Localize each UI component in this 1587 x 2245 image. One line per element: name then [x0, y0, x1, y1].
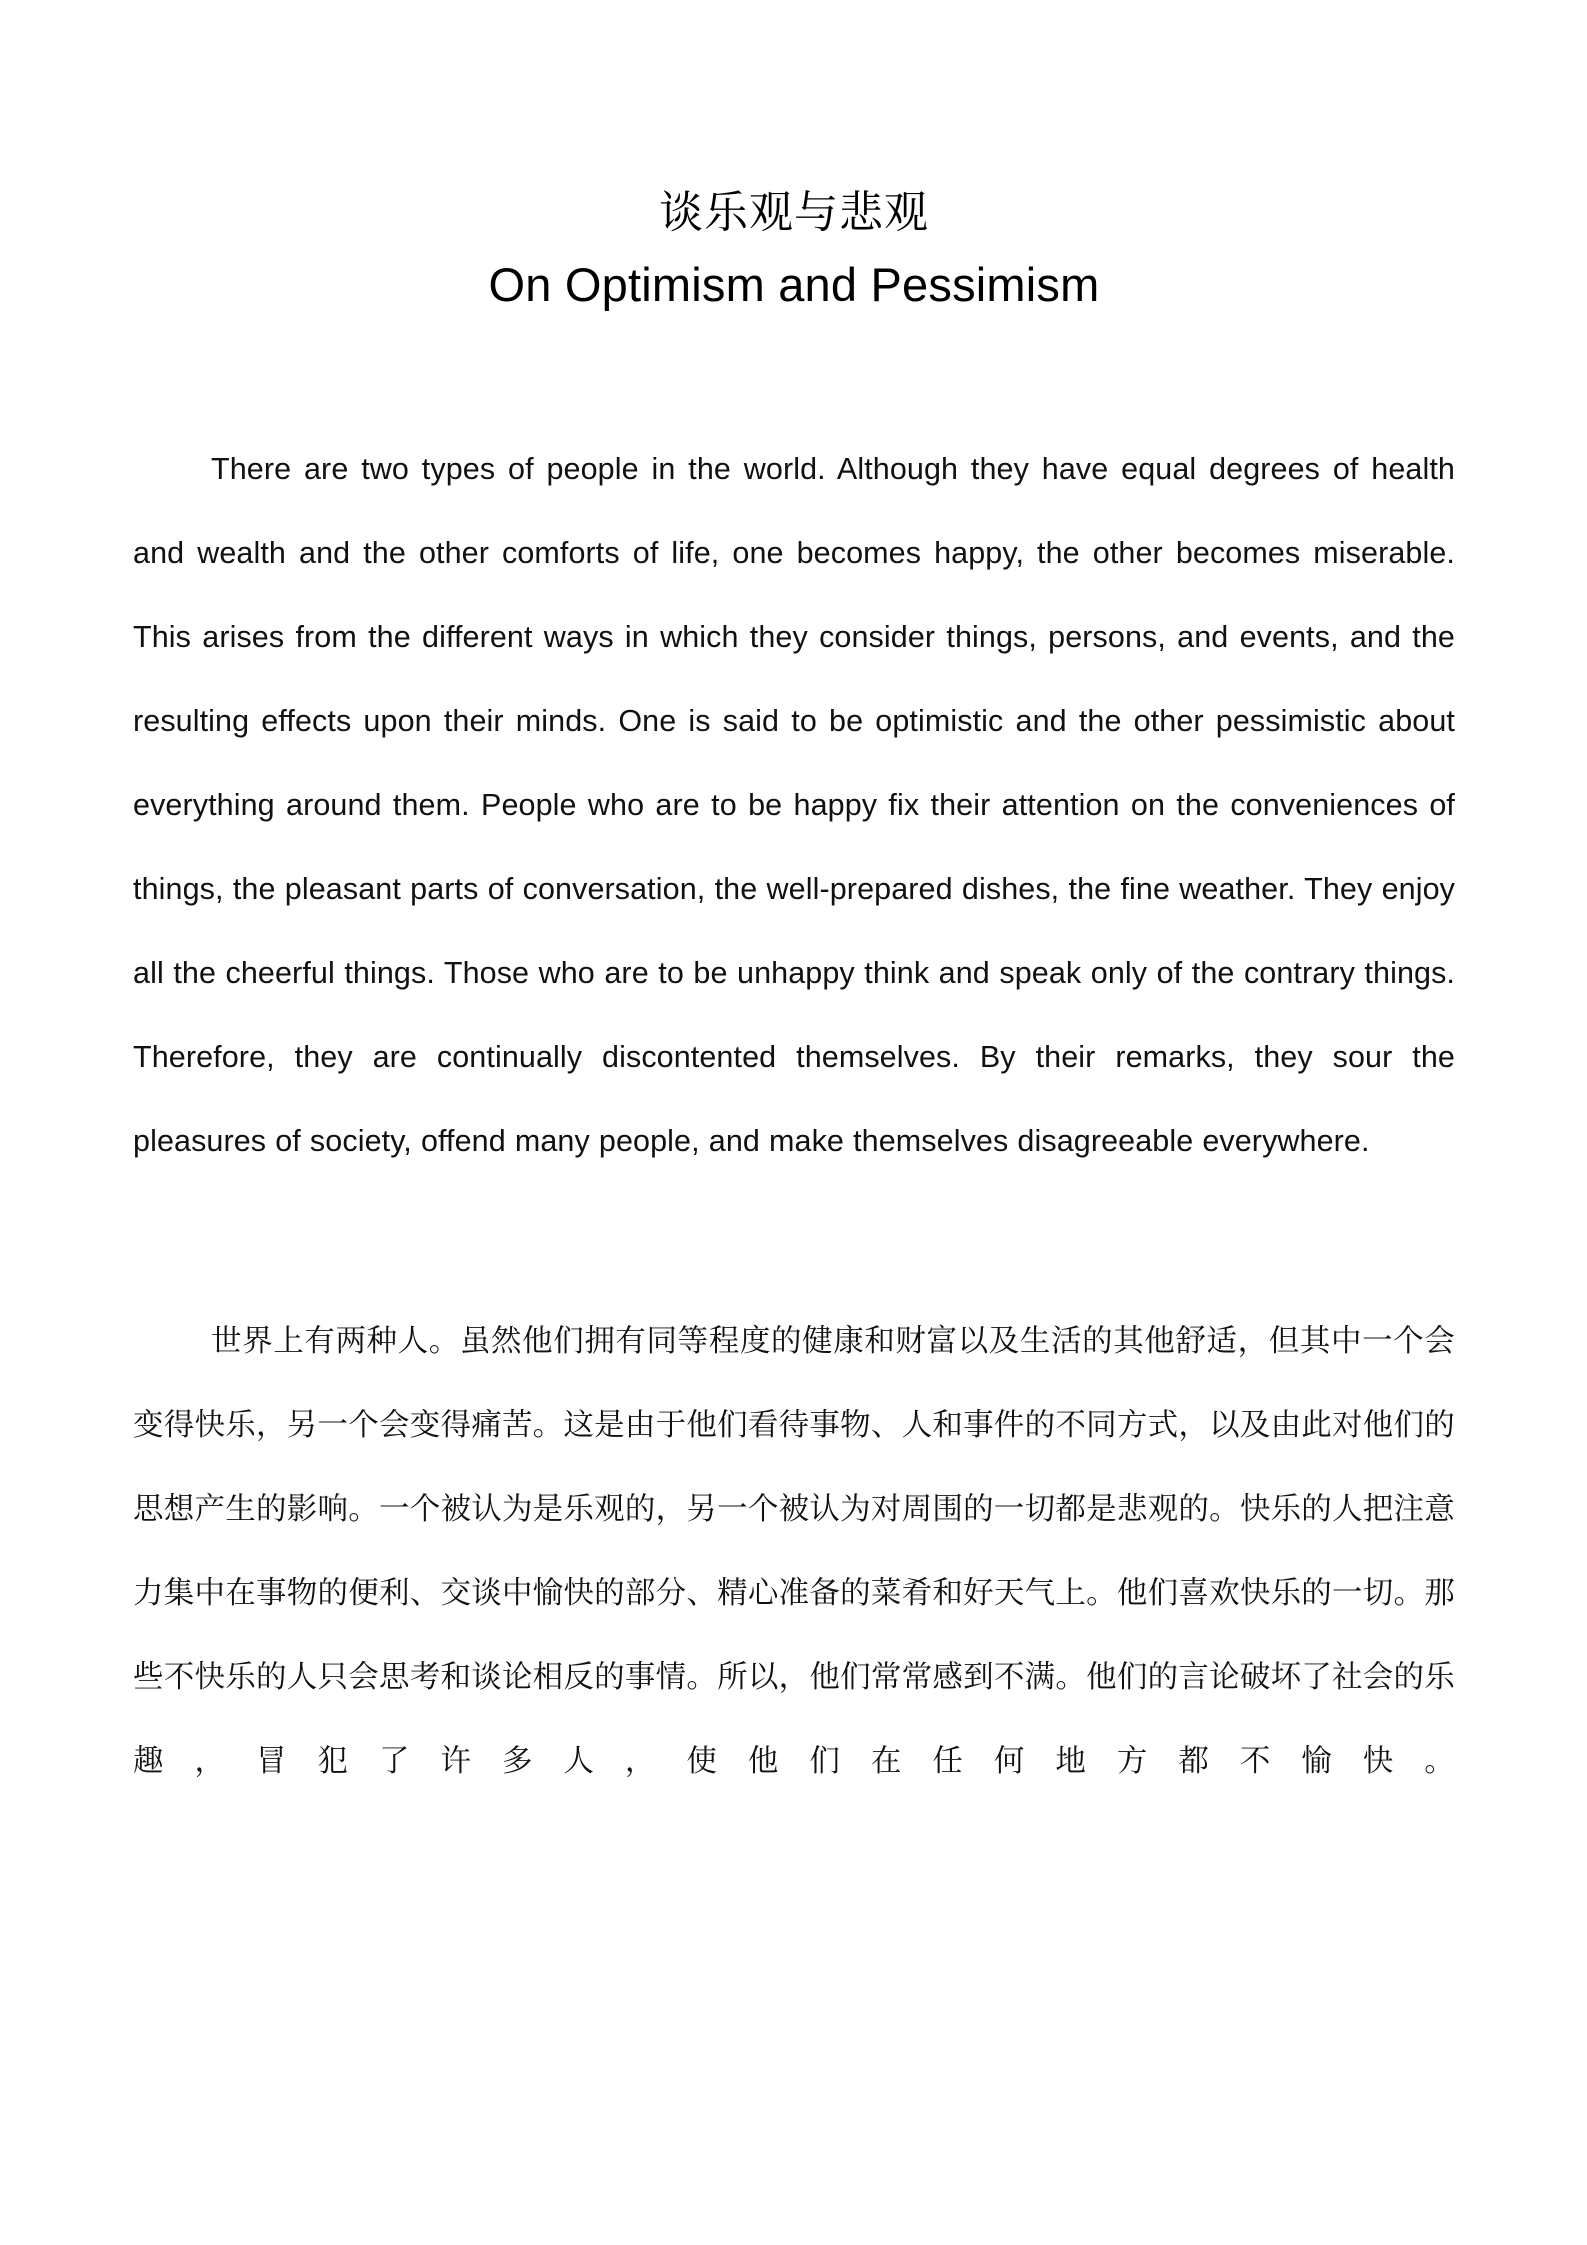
document-title-english: On Optimism and Pessimism — [488, 258, 1100, 311]
paragraph-english: There are two types of people in the world. Although they have equal degrees of health and wealth and the other comforts of life, one becomes happy, the other becomes miserable. This arises from the different ways in which they consider things, persons, and events, and the resulting effects upon their minds. One is said to be optimistic and the other pessimistic about everything around them. People who are to be happy fix their attention on the conveniences of things, the pleasant parts of conversation, the well-prepared dishes, the fine weather. They enjoy all the cheerful things. Those who are to be unhappy think and speak only of the contrary things. Therefore, they are continually discontented themselves. By their remarks, they sour the pleasures of society, offend many people, and make themselves disagreeable everywhere. — [133, 452, 1455, 1159]
paragraph-chinese: 世界上有两种人。虽然他们拥有同等程度的健康和财富以及生活的其他舒适，但其中一个会变得快乐，另一个会变得痛苦。这是由于他们看待事物、人和事件的不同方式，以及由此对他们的思想产生的影响。一个被认为是乐观的，另一个被认为对周围的一切都是悲观的。快乐的人把注意力集中在事物的便利、交谈中愉快的部分、精心准备的菜肴和好天气上。他们喜欢快乐的一切。那些不快乐的人只会思考和谈论相反的事情。所以，他们常常感到不满。他们的言论破坏了社会的乐趣，冒犯了许多人，使他们在任何地方都不愉快。 — [133, 1324, 1455, 1779]
title-block — [133, 185, 1455, 315]
document-title-chinese: 谈乐观与悲观 — [659, 188, 929, 237]
document-content — [133, 0, 1455, 1918]
